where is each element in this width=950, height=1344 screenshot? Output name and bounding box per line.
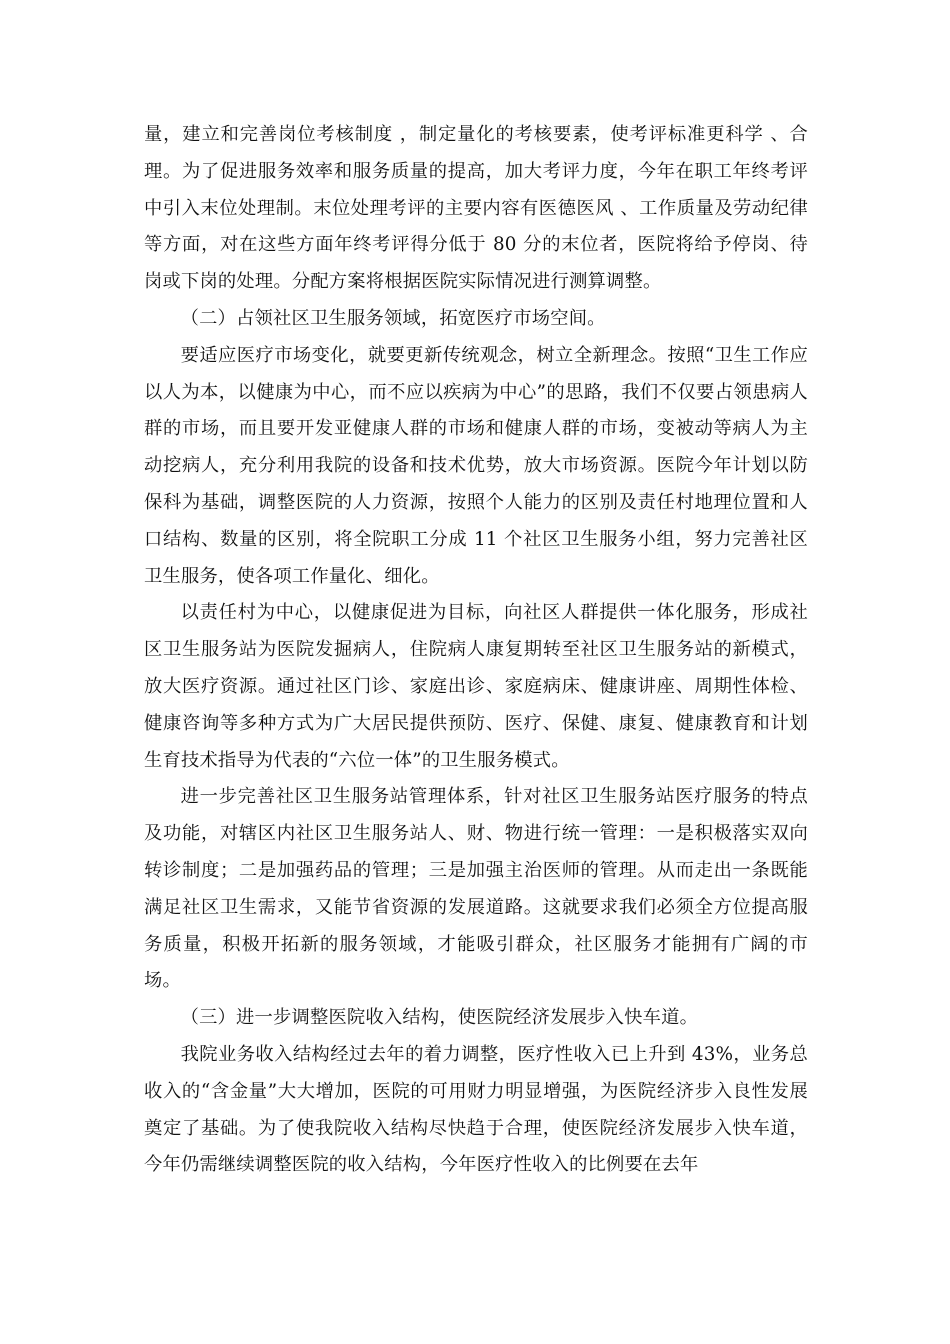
paragraph-market-change: 要适应医疗市场变化，就要更新传统观念，树立全新理念。按照“卫生工作应以人为本，以健康为中心，而不应以疾病为中心”的思路，我们不仅要占领患病人群的市场，而且要开发亚健康人群的市场和健康人群的市场，变被动等病人为主动挖病人，充分利用我院的设备和技术优势，放大市场资源。医院今年计划以防保科为基础，调整医院的人力资源，按照个人能力的区别及责任村地理位置和人口结构、数量的区别，将全院职工分成 11 个社区卫生服务小组，努力完善社区卫生服务，使各项工作量化、细化。: [144, 344, 808, 587]
section-heading-2: （二）占领社区卫生服务领域，拓宽医疗市场空间。: [180, 307, 606, 329]
section-heading-3: （三）进一步调整医院收入结构，使医院经济发展步入快车道。: [180, 1007, 699, 1029]
paragraph-continuation: 量，建立和完善岗位考核制度 ，制定量化的考核要素，使考评标准更科学 、合理。为了促进服务效率和服务质量的提高，加大考评力度，今年在职工年终考评中引入末位处理制。末位处理考评的主要内容有医德医风 、工作质量及劳动纪律等方面，对在这些方面年终考评得分低于 80 分的末位者，医院将给予停岗、待岗或下岗的处理。分配方案将根据医院实际情况进行测算调整。: [144, 124, 808, 293]
document-page: [144, 117, 808, 1184]
paragraph-management-system: 进一步完善社区卫生服务站管理体系，针对社区卫生服务站医疗服务的特点及功能，对辖区内社区卫生服务站人、财、物进行统一管理：一是积极落实双向转诊制度；二是加强药品的管理；三是加强主治医师的管理。从而走出一条既能满足社区卫生需求，又能节省资源的发展道路。这就要求我们必须全方位提高服务质量，积极开拓新的服务领域，才能吸引群众，社区服务才能拥有广阔的市场。: [144, 786, 808, 992]
paragraph-responsibility-village: 以责任村为中心，以健康促进为目标，向社区人群提供一体化服务，形成社区卫生服务站为医院发掘病人，住院病人康复期转至社区卫生服务站的新模式，放大医疗资源。通过社区门诊、家庭出诊、家庭病床、健康讲座、周期性体检、健康咨询等多种方式为广大居民提供预防、医疗、保健、康复、健康教育和计划生育技术指导为代表的“六位一体”的卫生服务模式。: [144, 602, 808, 771]
paragraph-income-structure: 我院业务收入结构经过去年的着力调整，医疗性收入已上升到 43%，业务总收入的“含金量”大大增加，医院的可用财力明显增强，为医院经济步入良性发展奠定了基础。为了使我院收入结构尽快趋于合理，使医院经济发展步入快车道，今年仍需继续调整医院的收入结构，今年医疗性收入的比例要在去年: [144, 1043, 808, 1176]
